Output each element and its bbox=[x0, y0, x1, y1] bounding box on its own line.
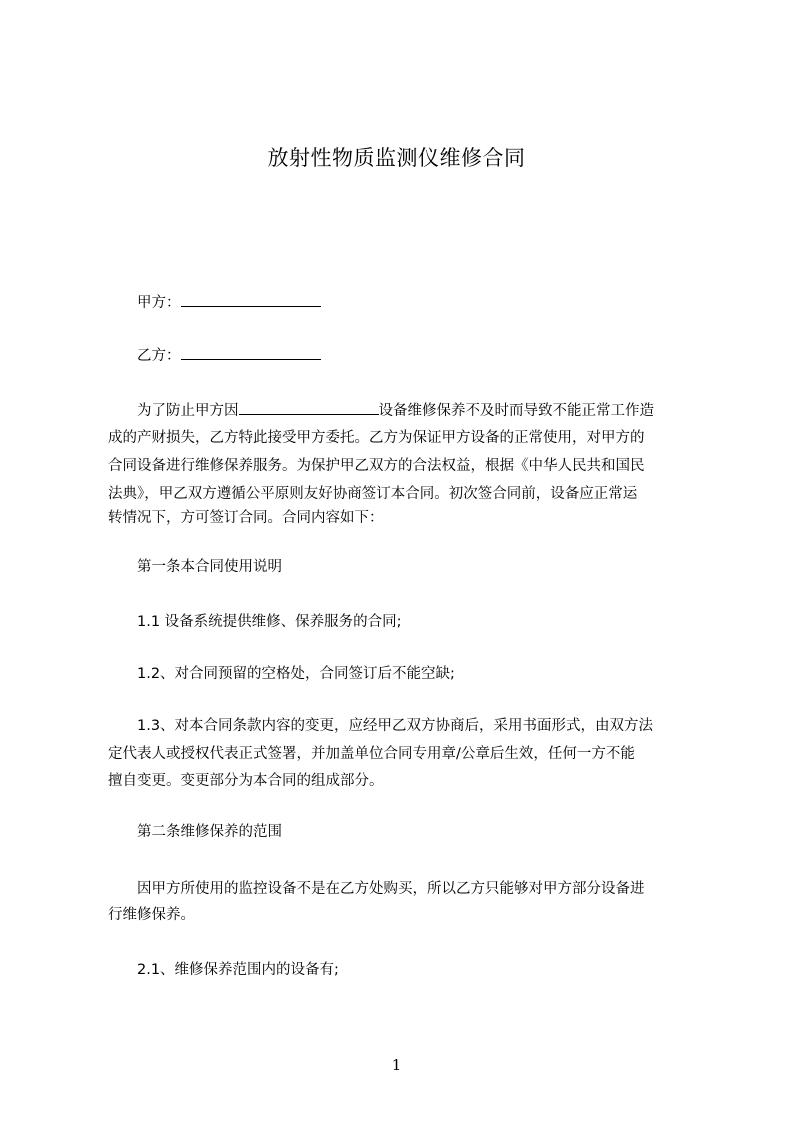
intro-line-3: 合同设备进行维修保养服务。为保护甲乙双方的合法权益，根据《中华人民共和国民 bbox=[108, 458, 645, 474]
party-b-blank bbox=[181, 345, 321, 360]
intro-line-1-end: 设备维修保养不及时而导致不能正常工作造 bbox=[378, 403, 654, 419]
article-2-para-line-1: 因甲方所使用的监控设备不是在乙方处购买，所以乙方只能够对甲方部分设备进 bbox=[137, 881, 645, 897]
party-b-label: 乙方： bbox=[137, 348, 181, 364]
page-number: 1 bbox=[391, 1056, 402, 1074]
clause-1-3-line-3: 擅自变更。变更部分为本合同的组成部分。 bbox=[108, 773, 384, 789]
article-2-heading: 第二条维修保养的范围 bbox=[137, 824, 282, 840]
equipment-blank bbox=[239, 400, 379, 415]
clause-2-1: 2.1、维修保养范围内的设备有; bbox=[137, 962, 339, 978]
intro-line-1-start: 为了防止甲方因 bbox=[137, 403, 239, 419]
article-2-para-line-2: 行维修保养。 bbox=[108, 907, 195, 923]
intro-line-4: 法典》，甲乙双方遵循公平原则友好协商签订本合同。初次签合同前，设备应正常运 bbox=[108, 486, 638, 502]
party-a-blank bbox=[181, 292, 321, 307]
article-1-heading: 第一条本合同使用说明 bbox=[137, 559, 282, 575]
document-title: 放射性物质监测仪维修合同 bbox=[267, 146, 526, 170]
party-a-label: 甲方： bbox=[137, 295, 181, 311]
clause-1-3-line-2: 定代表人或授权代表正式签署，并加盖单位合同专用章/公章后生效，任何一方不能 bbox=[108, 746, 635, 762]
intro-line-5: 转情况下，方可签订合同。合同内容如下： bbox=[108, 510, 384, 526]
intro-line-2: 成的产财损失，乙方特此接受甲方委托。乙方为保证甲方设备的正常使用，对甲方的 bbox=[108, 430, 645, 446]
party-a-line bbox=[137, 292, 321, 313]
intro-line-1 bbox=[137, 400, 654, 421]
clause-1-3-line-1: 1.3、对本合同条款内容的变更，应经甲乙双方协商后，采用书面形式，由双方法 bbox=[137, 718, 654, 734]
clause-1-2: 1.2、对合同预留的空格处，合同签订后不能空缺; bbox=[137, 666, 455, 682]
party-b-line bbox=[137, 345, 321, 366]
clause-1-1: 1.1 设备系统提供维修、保养服务的合同; bbox=[137, 614, 402, 630]
